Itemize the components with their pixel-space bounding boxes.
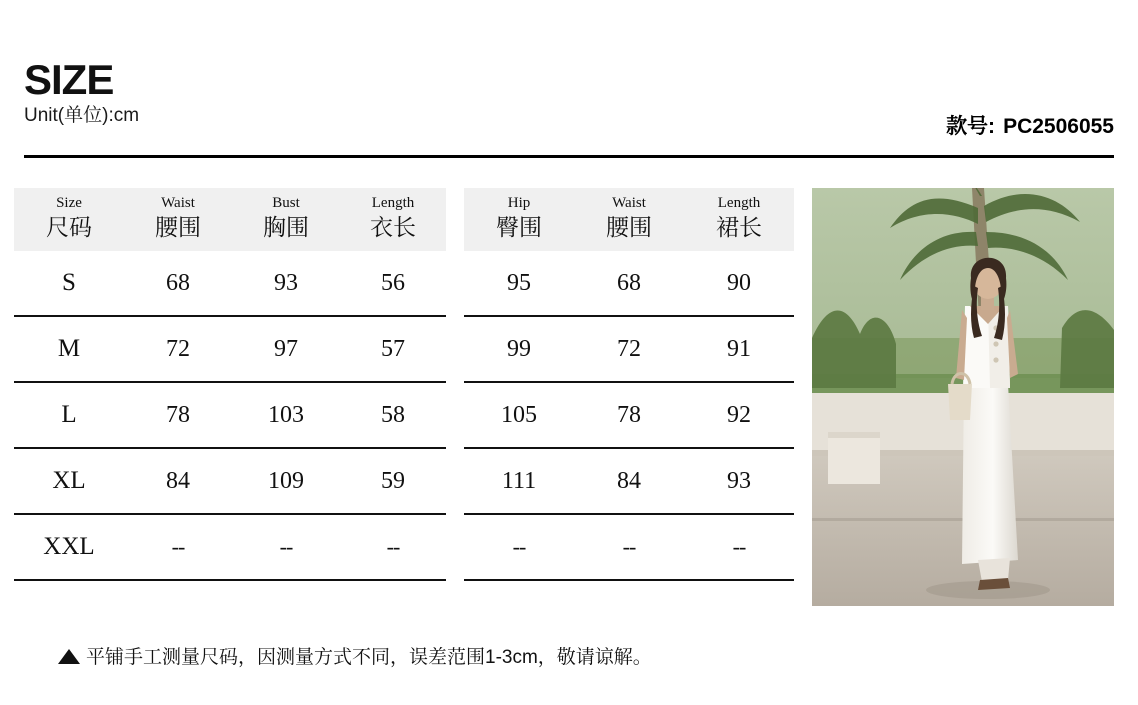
cell-skirt-length: 92 bbox=[684, 382, 794, 448]
cell-size: XXL bbox=[14, 514, 124, 580]
size-tables bbox=[14, 188, 794, 581]
table-row bbox=[14, 514, 446, 580]
cell-size: S bbox=[14, 251, 124, 316]
table-header-row bbox=[14, 188, 446, 251]
cell-length: 56 bbox=[340, 251, 446, 316]
cell-hip: 105 bbox=[464, 382, 574, 448]
style-number-label: 款号: bbox=[946, 115, 996, 138]
cell-bust: 97 bbox=[232, 316, 340, 382]
column-header-bust bbox=[232, 188, 340, 251]
measurement-note-text: 平铺手工测量尺码，因测量方式不同，误差范围1-3cm，敬请谅解。 bbox=[86, 647, 652, 668]
cell-size: M bbox=[14, 316, 124, 382]
cell-bust: 103 bbox=[232, 382, 340, 448]
cell-waist: 68 bbox=[574, 251, 684, 316]
column-header-en: Waist bbox=[161, 195, 195, 211]
cell-waist: 78 bbox=[574, 382, 684, 448]
cell-bust: 109 bbox=[232, 448, 340, 514]
product-photo-image bbox=[812, 188, 1114, 606]
column-header-cn: 尺码 bbox=[46, 214, 92, 240]
column-header-length bbox=[340, 188, 446, 251]
cell-length: 58 bbox=[340, 382, 446, 448]
table-row bbox=[464, 514, 794, 580]
column-header-size bbox=[14, 188, 124, 251]
measurement-note bbox=[58, 642, 652, 669]
cell-skirt-length: 90 bbox=[684, 251, 794, 316]
cell-waist: 84 bbox=[574, 448, 684, 514]
cell-waist bbox=[574, 514, 684, 580]
column-header-en: Length bbox=[717, 195, 761, 211]
unit-label: Unit(单位):cm bbox=[24, 105, 140, 126]
cell-length: 59 bbox=[340, 448, 446, 514]
column-header-skirt-length bbox=[684, 188, 794, 251]
empty-value: -- bbox=[732, 533, 746, 559]
column-header-en: Hip bbox=[507, 195, 531, 211]
empty-value: -- bbox=[171, 533, 185, 559]
page-title: SIZE bbox=[24, 56, 114, 103]
cell-waist: 72 bbox=[574, 316, 684, 382]
cell-waist bbox=[124, 514, 232, 580]
column-header-hip bbox=[464, 188, 574, 251]
cell-skirt-length bbox=[684, 514, 794, 580]
table-row bbox=[464, 448, 794, 514]
triangle-bullet-icon bbox=[58, 649, 80, 664]
cell-skirt-length: 91 bbox=[684, 316, 794, 382]
empty-value: -- bbox=[512, 533, 526, 559]
column-header-cn: 腰围 bbox=[155, 214, 201, 240]
table-row bbox=[14, 251, 446, 316]
table-row bbox=[14, 316, 446, 382]
cell-size: XL bbox=[14, 448, 124, 514]
cell-bust: 93 bbox=[232, 251, 340, 316]
skirt-size-table bbox=[464, 188, 794, 581]
column-header-waist bbox=[124, 188, 232, 251]
column-header-waist bbox=[574, 188, 684, 251]
empty-value: -- bbox=[622, 533, 636, 559]
column-header-en: Waist bbox=[612, 195, 646, 211]
column-header-cn: 衣长 bbox=[370, 214, 416, 240]
style-number bbox=[946, 110, 1114, 140]
column-header-cn: 胸围 bbox=[263, 214, 309, 240]
style-number-value: PC2506055 bbox=[1003, 115, 1114, 138]
page-header bbox=[24, 56, 1114, 138]
column-header-en: Length bbox=[371, 195, 415, 211]
cell-hip bbox=[464, 514, 574, 580]
cell-hip: 111 bbox=[464, 448, 574, 514]
table-row bbox=[14, 448, 446, 514]
cell-skirt-length: 93 bbox=[684, 448, 794, 514]
top-size-table bbox=[14, 188, 446, 581]
cell-bust bbox=[232, 514, 340, 580]
column-header-en: Bust bbox=[272, 195, 300, 211]
cell-waist: 84 bbox=[124, 448, 232, 514]
column-header-cn: 裙长 bbox=[716, 214, 762, 240]
empty-value: -- bbox=[279, 533, 293, 559]
header-divider bbox=[24, 155, 1114, 158]
column-header-cn: 臀围 bbox=[496, 214, 542, 240]
empty-value: -- bbox=[386, 533, 400, 559]
column-header-cn: 腰围 bbox=[606, 214, 652, 240]
table-row bbox=[464, 382, 794, 448]
column-header-en: Size bbox=[56, 195, 82, 211]
table-row bbox=[14, 382, 446, 448]
cell-waist: 68 bbox=[124, 251, 232, 316]
cell-waist: 72 bbox=[124, 316, 232, 382]
cell-hip: 95 bbox=[464, 251, 574, 316]
cell-size: L bbox=[14, 382, 124, 448]
cell-length: 57 bbox=[340, 316, 446, 382]
table-header-row bbox=[464, 188, 794, 251]
table-row bbox=[464, 316, 794, 382]
cell-hip: 99 bbox=[464, 316, 574, 382]
cell-waist: 78 bbox=[124, 382, 232, 448]
product-photo bbox=[812, 188, 1114, 606]
table-row bbox=[464, 251, 794, 316]
cell-length bbox=[340, 514, 446, 580]
